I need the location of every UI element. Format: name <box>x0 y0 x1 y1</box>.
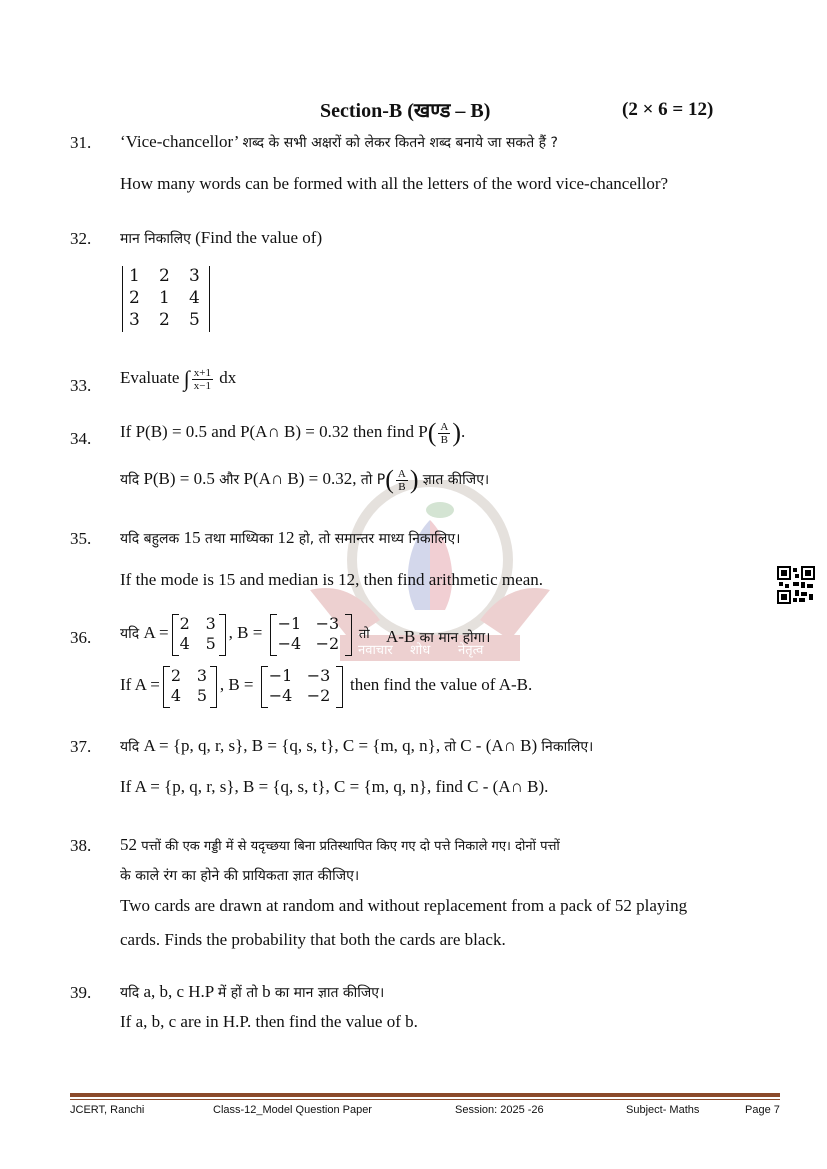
mat-cell: −3 <box>306 666 331 685</box>
q37-expr: C - (A∩ B) <box>460 736 538 755</box>
q34-hi-then: तो P <box>360 471 386 488</box>
q34-hi-mid2: P(A∩ B) = 0.32, <box>243 468 357 488</box>
q33-numerator: x+1 <box>193 366 211 379</box>
watermark-word-2: शोध <box>410 643 431 658</box>
det-cell: 3 <box>189 266 200 286</box>
q36-en-lead: If A = <box>120 674 160 694</box>
mat-cell: 4 <box>170 686 181 705</box>
q35-hi-12: 12 <box>277 528 295 547</box>
q38-hi-line1: पत्तों की एक गड्डी में से यदृच्छया बिना प्रतिस्थापित किए गए दो पत्ते निकाले गए। दोनों पत्तों <box>141 839 560 854</box>
det-cell: 2 <box>159 266 170 286</box>
q38-52: 52 <box>120 835 137 854</box>
q39-english: If a, b, c are in H.P. then find the value of b. <box>120 1012 418 1031</box>
q32-determinant <box>122 266 210 332</box>
q31-hindi-text: शब्द के सभी अक्षरों को लेकर कितने शब्द बनाये जा सकते हैं ? <box>242 135 558 151</box>
q33-fraction <box>192 367 213 392</box>
q36-hi-tail: का मान होगा। <box>419 630 491 646</box>
q36-hindi <box>120 614 370 654</box>
q39-hi-lead: यदि <box>120 985 140 1001</box>
matrix-a <box>172 614 226 654</box>
qr-code-icon <box>777 566 815 604</box>
q34-fraction <box>438 421 450 446</box>
q31-english: How many words can be formed with all the letters of the word vice-chancellor? <box>120 174 669 193</box>
q34-english: If P(B) = 0.5 and P(A∩ B) = 0.32 then find P( $\frac{A}{B}$ ). <box>120 418 466 447</box>
question-number-33: 33. <box>70 376 92 395</box>
matrix-b-en <box>261 666 343 706</box>
mat-cell: −4 <box>268 686 293 705</box>
frac-num: A <box>440 420 449 433</box>
q35-hi-tail: हो, तो समान्तर माध्य निकालिए। <box>298 531 461 547</box>
watermark-word-3: नेतृत्व <box>458 643 484 658</box>
matrix-a-en <box>163 666 217 706</box>
q33-dx: dx <box>219 367 237 387</box>
q38-english-line2: cards. Finds the probability that both the cards are black. <box>120 930 506 949</box>
q35-hi-15: 15 <box>183 528 201 547</box>
q36-b-label-en: , B = <box>219 674 254 694</box>
q36-expr: A-B <box>386 627 416 646</box>
q33-denominator: x−1 <box>193 379 211 392</box>
q36-b-label: , B = <box>228 622 263 642</box>
frac-den: B <box>398 480 406 493</box>
question-number-39: 39. <box>70 983 92 1002</box>
footer-session: Session: 2025 -26 <box>455 1104 544 1116</box>
mat-cell: −1 <box>277 614 302 633</box>
q32-english: (Find the value of) <box>195 228 323 247</box>
footer-page: Page 7 <box>745 1104 780 1116</box>
q34-hi-tail: ज्ञात कीजिए। <box>422 471 490 488</box>
q34-en-tail: . <box>460 421 466 441</box>
q36-hi-to: तो <box>358 626 370 642</box>
footer-rule <box>70 1093 780 1097</box>
q39-b: b <box>262 982 271 1001</box>
mat-cell: 3 <box>205 614 216 633</box>
q39-vars: a, b, c H.P <box>143 982 214 1001</box>
question-number-36: 36. <box>70 628 92 647</box>
footer-rule-thin <box>70 1099 780 1100</box>
mat-cell: 2 <box>170 666 181 685</box>
mat-cell: −2 <box>306 686 331 705</box>
q35-hi-lead: यदि बहुलक <box>120 531 180 547</box>
det-cell: 1 <box>159 288 170 308</box>
q31-word: ‘Vice-chancellor’ <box>120 132 239 151</box>
mat-cell: −2 <box>315 634 340 653</box>
q36-a-label: A = <box>143 622 169 642</box>
q33-expression <box>120 366 236 392</box>
q31-hindi <box>120 132 558 152</box>
q32-prompt <box>120 228 322 248</box>
mat-cell: −4 <box>277 634 302 653</box>
question-number-35: 35. <box>70 529 92 548</box>
det-cell: 3 <box>129 310 140 330</box>
q32-hindi: मान निकालिए <box>120 231 191 247</box>
frac-num: A <box>397 467 406 480</box>
q36-hindi-tail <box>386 627 490 647</box>
mat-cell: 5 <box>196 686 207 705</box>
det-cell: 2 <box>159 310 170 330</box>
footer-class: Class-12_Model Question Paper <box>213 1104 372 1116</box>
q34-hi-lead: यदि <box>120 471 140 488</box>
q35-hindi <box>120 528 460 548</box>
q38-english-line1: Two cards are drawn at random and without replacement from a pack of 52 playing <box>120 896 688 915</box>
question-number-37: 37. <box>70 737 92 756</box>
frac-den: B <box>440 433 448 446</box>
question-number-38: 38. <box>70 836 92 855</box>
q37-hi-tail: निकालिए। <box>541 739 594 755</box>
question-number-34: 34. <box>70 429 92 448</box>
section-marks: (2 × 6 = 12) <box>622 99 714 120</box>
q38-hindi-line2: के काले रंग का होने की प्रायिकता ज्ञात कीजिए। <box>120 868 360 884</box>
section-title: Section-B (खण्ड – B) <box>320 100 491 122</box>
matrix-b <box>270 614 352 654</box>
q38-hindi-line1 <box>120 835 560 855</box>
q36-hi-lead: यदि <box>120 625 140 642</box>
q39-hi-tail: का मान ज्ञात कीजिए। <box>274 985 385 1001</box>
mat-cell: −3 <box>315 614 340 633</box>
det-cell: 5 <box>189 310 200 330</box>
mat-cell: 2 <box>179 614 190 633</box>
q37-hindi <box>120 736 593 756</box>
q35-english: If the mode is 15 and median is 12, then find arithmetic mean. <box>120 570 543 589</box>
mat-cell: −1 <box>268 666 293 685</box>
q34-hi-fraction <box>396 468 408 493</box>
q37-english: If A = {p, q, r, s}, B = {q, s, t}, C = {m, q, n}, find C - (A∩ B). <box>120 777 549 796</box>
question-number-32: 32. <box>70 229 92 248</box>
mat-cell: 4 <box>179 634 190 653</box>
footer-subject: Subject- Maths <box>626 1104 700 1116</box>
q33-lead: Evaluate <box>120 367 180 387</box>
det-cell: 2 <box>129 288 140 308</box>
q35-hi-mid: तथा माध्यिका <box>204 531 274 547</box>
q34-en-lead: If P(B) = 0.5 and P(A∩ B) = 0.32 then find P <box>120 421 428 441</box>
question-number-31: 31. <box>70 133 92 152</box>
mat-cell: 5 <box>205 634 216 653</box>
q34-hi-and: और <box>219 471 240 488</box>
q39-hi-mid: में हों तो <box>217 985 258 1001</box>
mat-cell: 3 <box>196 666 207 685</box>
watermark-word-1: नवाचार <box>358 643 393 658</box>
footer-org: JCERT, Ranchi <box>70 1104 145 1116</box>
q39-hindi <box>120 982 384 1002</box>
integral-sign: ∫ <box>183 366 190 391</box>
q36-en-tail: then find the value of A-B. <box>350 674 533 694</box>
q34-hi-mid: P(B) = 0.5 <box>143 468 215 488</box>
q37-hi-lead: यदि <box>120 739 140 755</box>
q37-sets: A = {p, q, r, s}, B = {q, s, t}, C = {m, q, n}, <box>143 736 441 755</box>
det-cell: 1 <box>129 266 140 286</box>
q34-hindi: यदि P(B) = 0.5 और P(A∩ B) = 0.32, तो P( $\frac{A}{B}$ ) ज्ञात कीजिए। <box>120 465 490 494</box>
q37-hi-then: तो <box>444 739 456 755</box>
det-cell: 4 <box>189 288 200 308</box>
q36-english <box>120 666 532 706</box>
